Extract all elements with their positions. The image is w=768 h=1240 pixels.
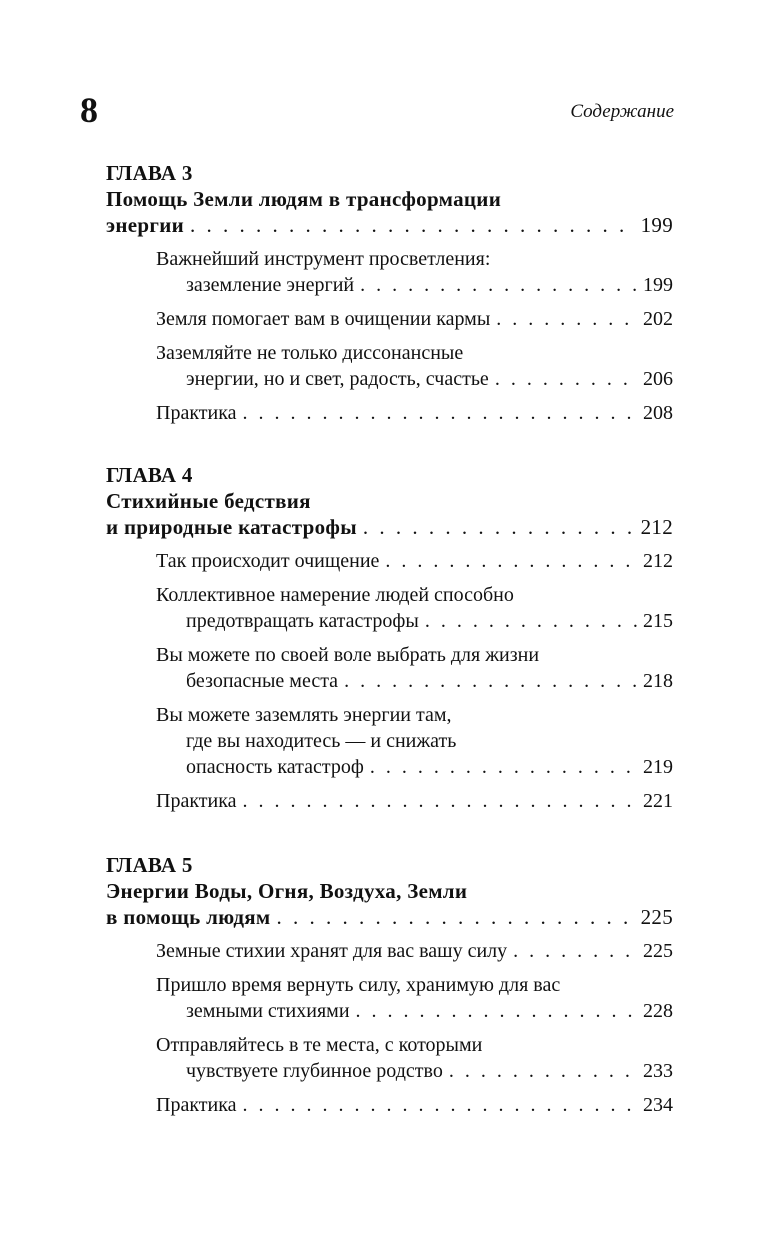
section-title-line: Коллективное намерение людей способно bbox=[156, 584, 514, 606]
section-entry[interactable] bbox=[156, 938, 673, 964]
section-page-number: 233 bbox=[643, 1060, 673, 1082]
dot-leader bbox=[385, 548, 637, 574]
section-list bbox=[106, 246, 673, 426]
section-title: Так происходит очищение bbox=[156, 550, 380, 572]
dot-leader bbox=[243, 400, 637, 426]
chapter-title-last: в помощь людям bbox=[106, 905, 271, 929]
section-entry-row bbox=[156, 788, 673, 814]
chapter-block bbox=[106, 462, 673, 814]
section-entry-row bbox=[186, 366, 673, 392]
chapter-page-number: 199 bbox=[640, 213, 673, 237]
dot-leader bbox=[363, 514, 635, 540]
dot-leader bbox=[190, 212, 635, 238]
section-page-number: 228 bbox=[643, 1000, 673, 1022]
chapter-title-last: и природные катастрофы bbox=[106, 515, 357, 539]
section-list bbox=[106, 548, 673, 814]
section-title: Практика bbox=[156, 790, 237, 812]
page-number: 8 bbox=[80, 90, 98, 130]
section-title: заземление энергий bbox=[186, 274, 355, 296]
section-entry[interactable] bbox=[156, 972, 673, 1024]
section-title: Земные стихии хранят для вас вашу силу bbox=[156, 940, 508, 962]
section-page-number: 218 bbox=[643, 670, 673, 692]
dot-leader bbox=[360, 272, 637, 298]
chapter-block bbox=[106, 160, 673, 426]
section-entry-row bbox=[156, 548, 673, 574]
chapter-title-line: Помощь Земли людям в трансформации bbox=[106, 187, 502, 211]
section-page-number: 221 bbox=[643, 790, 673, 812]
dot-leader bbox=[356, 998, 637, 1024]
section-page-number: 208 bbox=[643, 402, 673, 424]
section-page-number: 225 bbox=[643, 940, 673, 962]
dot-leader bbox=[449, 1058, 637, 1084]
section-entry-row bbox=[156, 1092, 673, 1118]
section-title-line: Пришло время вернуть силу, хранимую для вас bbox=[156, 974, 561, 996]
section-page-number: 219 bbox=[643, 756, 673, 778]
section-page-number: 202 bbox=[643, 308, 673, 330]
section-entry-row bbox=[186, 754, 673, 780]
section-title: предотвращать катастрофы bbox=[186, 610, 419, 632]
section-entry[interactable] bbox=[156, 548, 673, 574]
section-entry[interactable] bbox=[156, 582, 673, 634]
section-entry[interactable] bbox=[156, 1032, 673, 1084]
section-title: чувствуете глубинное родство bbox=[186, 1060, 443, 1082]
dot-leader bbox=[243, 788, 637, 814]
section-entry[interactable] bbox=[156, 1092, 673, 1118]
section-title-line: Вы можете заземлять энергии там, bbox=[156, 704, 452, 726]
chapter-block bbox=[106, 852, 673, 1118]
section-entry[interactable] bbox=[156, 642, 673, 694]
section-title-line: Заземляйте не только диссонансные bbox=[156, 342, 464, 364]
section-title: Земля помогает вам в очищении кармы bbox=[156, 308, 491, 330]
section-title-line: Важнейший инструмент просветления: bbox=[156, 248, 491, 270]
section-entry-row bbox=[156, 938, 673, 964]
section-page-number: 234 bbox=[643, 1094, 673, 1116]
dot-leader bbox=[495, 366, 637, 392]
chapter-label: ГЛАВА 5 bbox=[106, 853, 193, 877]
section-entry[interactable] bbox=[156, 306, 673, 332]
section-entry[interactable] bbox=[156, 788, 673, 814]
dot-leader bbox=[425, 608, 637, 634]
dot-leader bbox=[344, 668, 637, 694]
section-list bbox=[106, 938, 673, 1118]
section-entry-row bbox=[156, 400, 673, 426]
section-entry-row bbox=[186, 608, 673, 634]
section-title: энергии, но и свет, радость, счастье bbox=[186, 368, 489, 390]
section-entry[interactable] bbox=[156, 246, 673, 298]
section-entry-row bbox=[156, 306, 673, 332]
chapter-page-number: 212 bbox=[640, 515, 673, 539]
chapter-page-number: 225 bbox=[640, 905, 673, 929]
dot-leader bbox=[277, 904, 635, 930]
dot-leader bbox=[496, 306, 637, 332]
section-page-number: 212 bbox=[643, 550, 673, 572]
section-page-number: 206 bbox=[643, 368, 673, 390]
section-title: безопасные места bbox=[186, 670, 339, 692]
dot-leader bbox=[513, 938, 637, 964]
chapter-title-line: Энергии Воды, Огня, Воздуха, Земли bbox=[106, 879, 468, 903]
section-title-line: Вы можете по своей воле выбрать для жизни bbox=[156, 644, 540, 666]
chapter-title-line: Стихийные бедствия bbox=[106, 489, 311, 513]
section-page-number: 199 bbox=[643, 274, 673, 296]
section-entry[interactable] bbox=[156, 702, 673, 780]
section-title-line: Отправляйтесь в те места, с которыми bbox=[156, 1034, 483, 1056]
chapter-label: ГЛАВА 3 bbox=[106, 161, 193, 185]
section-entry-row bbox=[186, 668, 673, 694]
section-entry-row bbox=[186, 998, 673, 1024]
section-title-line: где вы находитесь — и снижать bbox=[186, 730, 457, 752]
section-entry[interactable] bbox=[156, 340, 673, 392]
section-title: Практика bbox=[156, 402, 237, 424]
section-title: земными стихиями bbox=[186, 1000, 350, 1022]
chapter-title-last: энергии bbox=[106, 213, 185, 237]
chapter-entry-row[interactable] bbox=[106, 904, 673, 930]
section-entry-row bbox=[186, 1058, 673, 1084]
section-title: Практика bbox=[156, 1094, 237, 1116]
dot-leader bbox=[243, 1092, 637, 1118]
dot-leader bbox=[370, 754, 637, 780]
chapter-entry-row[interactable] bbox=[106, 514, 673, 540]
section-entry[interactable] bbox=[156, 400, 673, 426]
section-title: опасность катастроф bbox=[186, 756, 364, 778]
chapter-label: ГЛАВА 4 bbox=[106, 463, 193, 487]
section-page-number: 215 bbox=[643, 610, 673, 632]
section-entry-row bbox=[186, 272, 673, 298]
running-title: Содержание bbox=[570, 101, 674, 122]
chapter-entry-row[interactable] bbox=[106, 212, 673, 238]
